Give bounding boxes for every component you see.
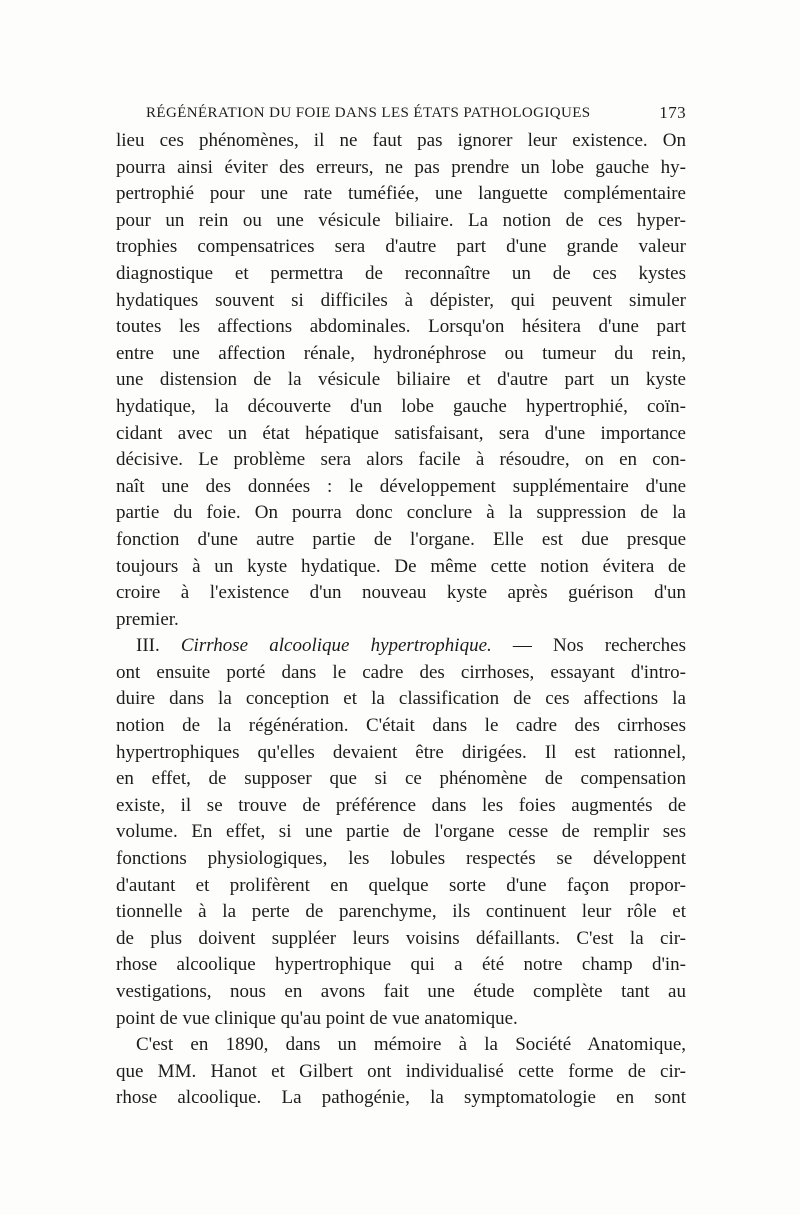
text-line: point de vue clinique qu'au point de vue anatomique. — [116, 1007, 518, 1029]
text-line: décisive. Le problème sera alors facile à résoudre, on en con- — [116, 449, 686, 471]
text-line: existe, il se trouve de préférence dans les foies augmentés de — [116, 794, 686, 816]
text-line: toujours à un kyste hydatique. De même cette notion évitera de — [116, 555, 686, 577]
text-line: ont ensuite porté dans le cadre des cirrhoses, essayant d'intro- — [116, 661, 686, 683]
text-line: naît une des données : le développement supplémentaire d'une — [116, 475, 686, 497]
running-head-title: RÉGÉNÉRATION DU FOIE DANS LES ÉTATS PATHOLOGIQUES — [146, 105, 591, 121]
text-line: fonctions physiologiques, les lobules respectés se développent — [116, 848, 686, 870]
text-line: fonction d'une autre partie de l'organe. Elle est due presque — [116, 528, 686, 550]
text-line: trophies compensatrices sera d'autre part d'une grande valeur — [116, 236, 686, 258]
text-line: rhose alcoolique. La pathogénie, la symptomatologie en sont — [116, 1087, 686, 1109]
text-line: premier. — [116, 608, 179, 630]
text-line: que MM. Hanot et Gilbert ont individualisé cette forme de cir- — [116, 1060, 686, 1082]
text-line: volume. En effet, si une partie de l'organe cesse de remplir ses — [116, 821, 686, 843]
text-line: cidant avec un état hépatique satisfaisant, sera d'une importance — [116, 422, 686, 444]
text-line: de plus doivent suppléer leurs voisins défaillants. C'est la cir- — [116, 927, 686, 949]
text-line: en effet, de supposer que si ce phénomène de compensation — [116, 768, 686, 790]
text-line: partie du foie. On pourra donc conclure à la suppression de la — [116, 502, 686, 524]
running-head — [146, 100, 686, 126]
text-line: d'autant et prolifèrent en quelque sorte d'une façon propor- — [116, 874, 686, 896]
text-line: pour un rein ou une vésicule biliaire. La notion de ces hyper- — [116, 209, 686, 231]
text-line: duire dans la conception et la classification de ces affections la — [116, 688, 686, 710]
section-heading-line — [116, 633, 686, 660]
text-line: rhose alcoolique hypertrophique qui a été notre champ d'in- — [116, 954, 686, 976]
text-line: vestigations, nous en avons fait une étude complète tant au — [116, 981, 686, 1002]
text-line: C'est en 1890, dans un mémoire à la Société Anatomique, — [136, 1034, 686, 1056]
text-line: hypertrophiques qu'elles devaient être dirigées. Il est rationnel, — [116, 741, 686, 763]
page-number: 173 — [659, 103, 686, 122]
text-line: lieu ces phénomènes, il ne faut pas ignorer leur existence. On — [116, 130, 686, 151]
text-line: hydatiques souvent si difficiles à dépister, qui peuvent simuler — [116, 289, 686, 311]
text-line: hydatique, la découverte d'un lobe gauche hypertrophié, coïn- — [116, 395, 686, 417]
body-text — [116, 128, 686, 1112]
text-line: tionnelle à la perte de parenchyme, ils continuent leur rôle et — [116, 901, 686, 923]
text-line: croire à l'existence d'un nouveau kyste après guérison d'un — [116, 582, 686, 604]
text-line: diagnostique et permettra de reconnaître un de ces kystes — [116, 262, 686, 284]
section-title: Cirrhose alcoolique hypertrophique. — [180, 635, 492, 657]
text-line: pourra ainsi éviter des erreurs, ne pas prendre un lobe gauche hy- — [116, 156, 686, 178]
text-line: entre une affection rénale, hydronéphrose ou tumeur du rein, — [116, 342, 686, 364]
text-line: une distension de la vésicule biliaire et d'autre part un kyste — [116, 369, 686, 391]
section-lead: — Nos recherches — [491, 635, 686, 657]
text-line: toutes les affections abdominales. Lorsqu'on hésitera d'une part — [116, 316, 686, 338]
text-line: notion de la régénération. C'était dans le cadre des cirrhoses — [116, 715, 686, 737]
section-number: III. — [136, 635, 160, 657]
text-line: pertrophié pour une rate tuméfiée, une languette complémentaire — [116, 183, 686, 205]
